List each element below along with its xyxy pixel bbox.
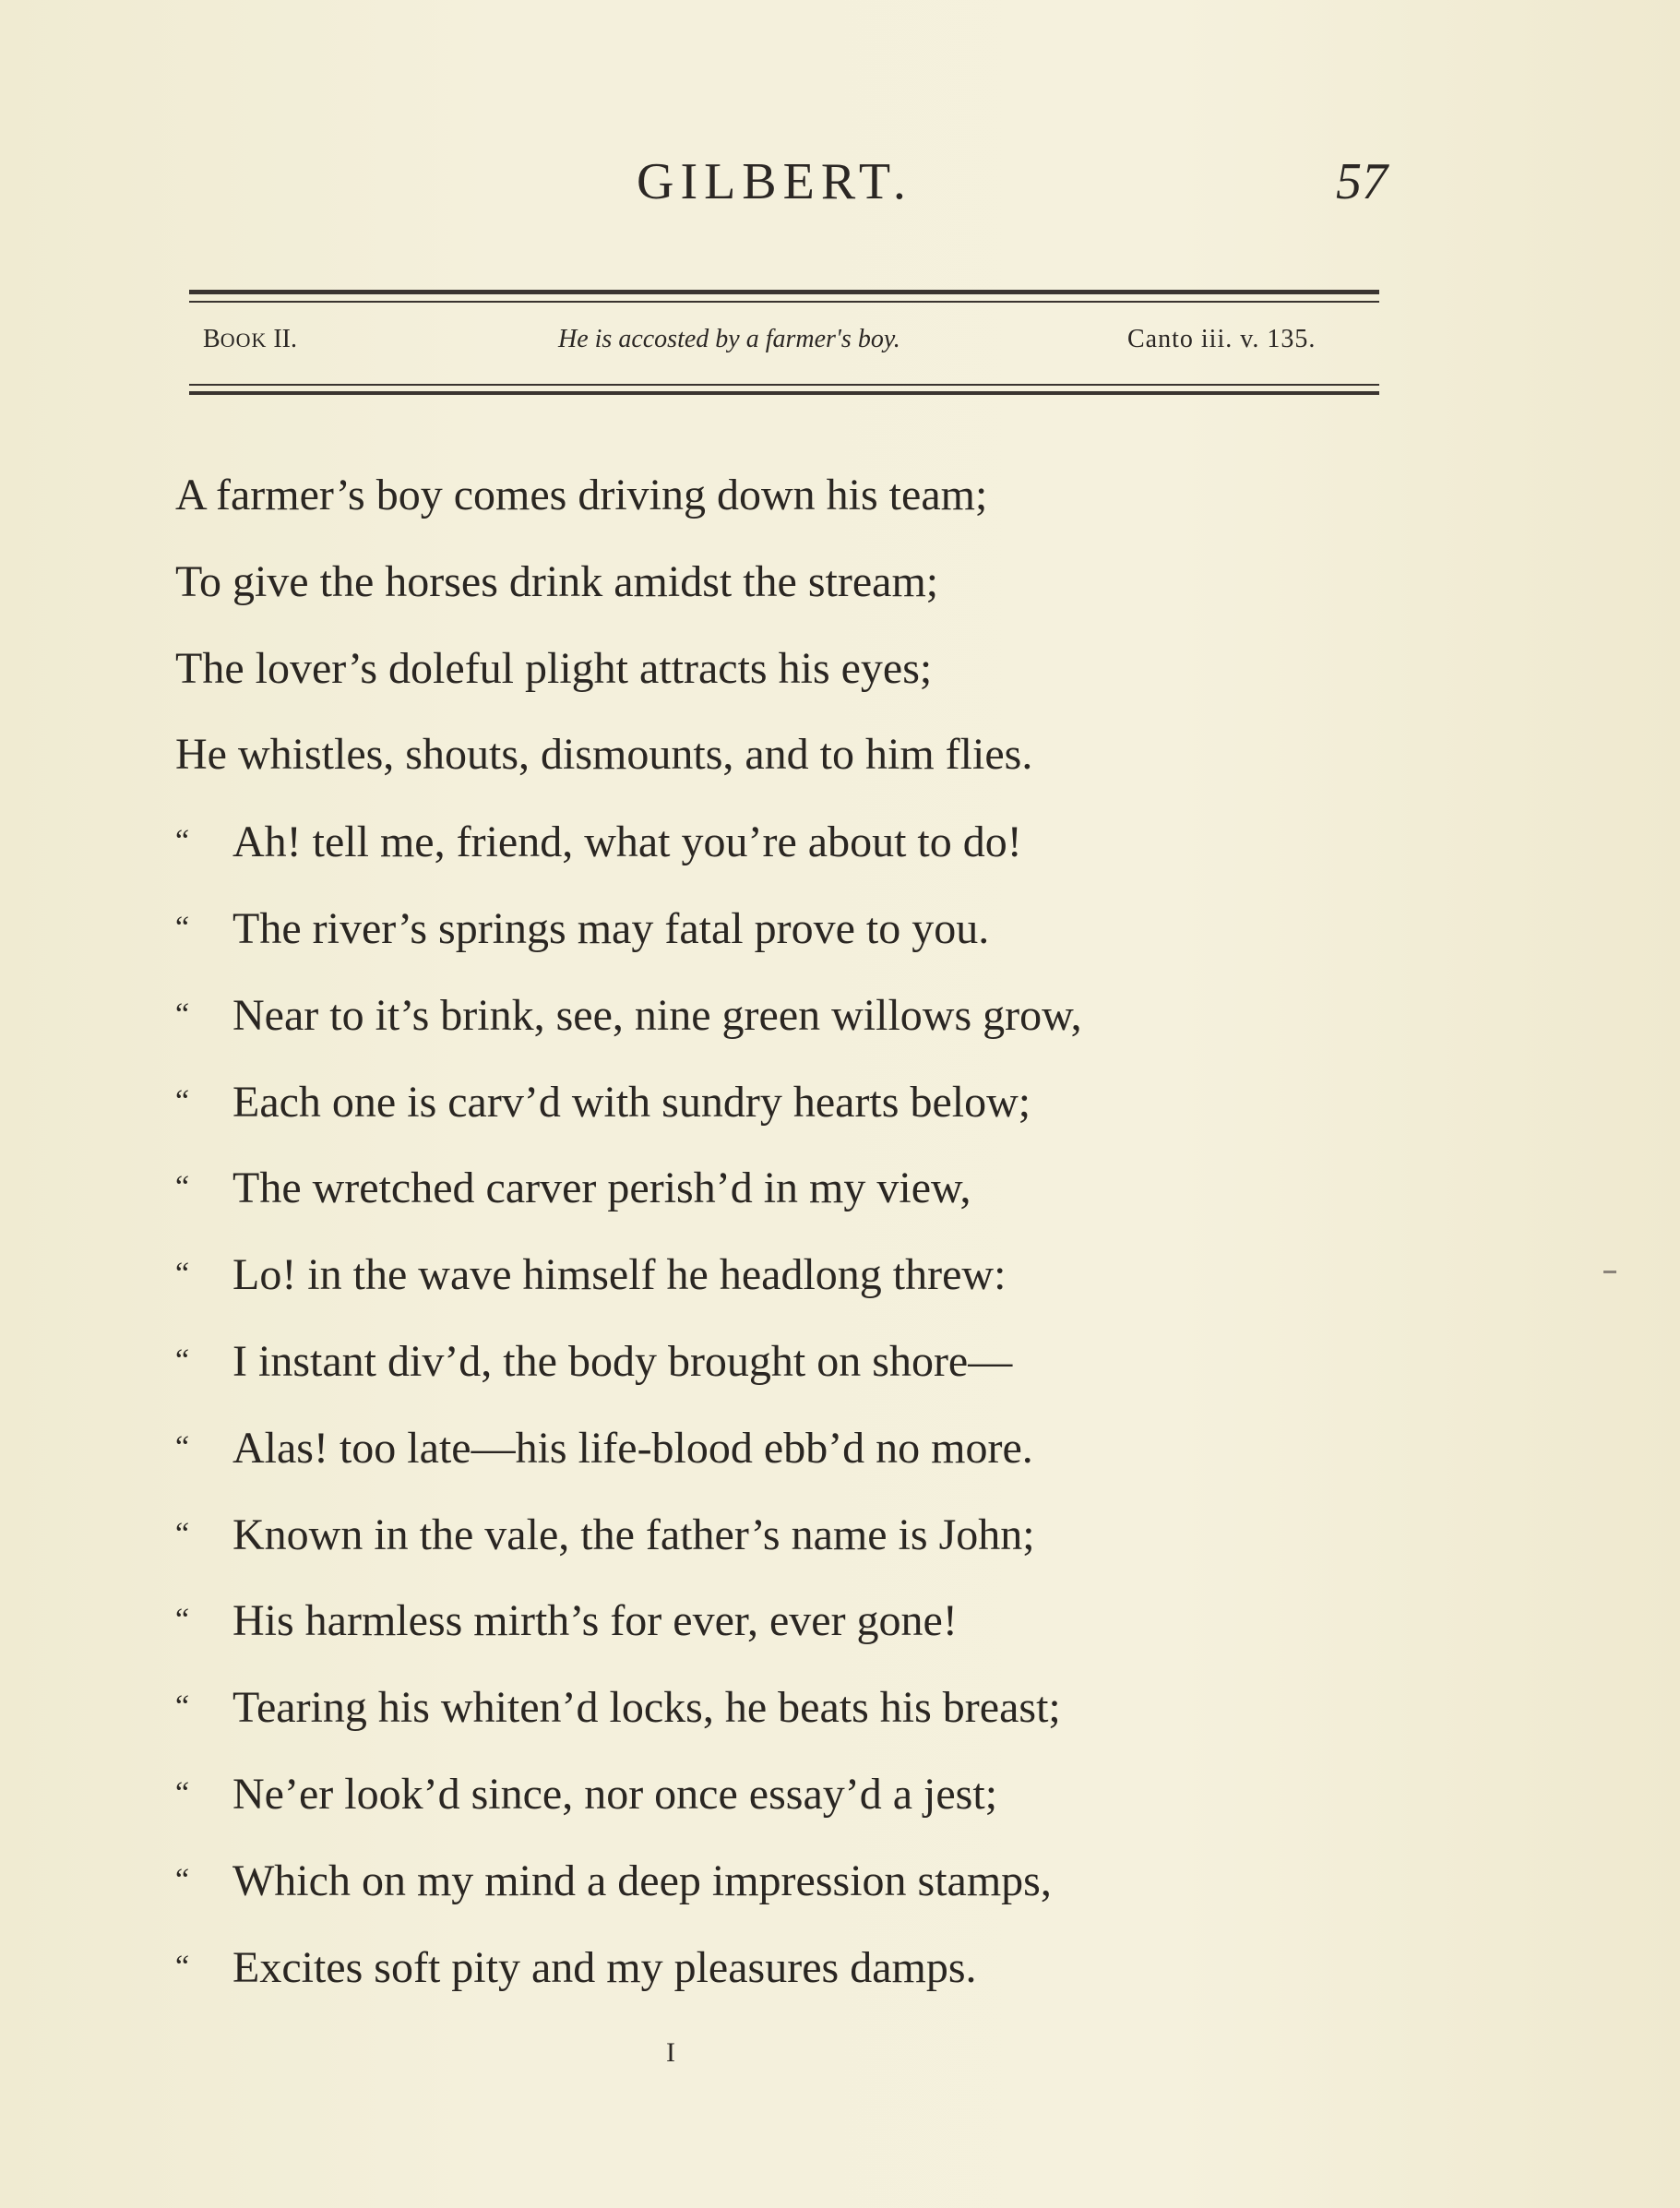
header-rule-top-thick [189, 290, 1379, 294]
verse-line [175, 1491, 1082, 1578]
page-number: 57 [1336, 153, 1388, 210]
verse-line-text: Which on my mind a deep impression stamps, [232, 1856, 1052, 1905]
verse-line [175, 972, 1082, 1058]
opening-quote-mark: “ [175, 1949, 190, 1984]
headline-summary: He is accosted by a farmer's boy. [558, 325, 900, 353]
verse-block [175, 452, 1082, 2010]
verse-line-text: Excites soft pity and my pleasures damps. [232, 1942, 977, 1992]
running-title: GILBERT. [637, 153, 912, 210]
verse-line [175, 1058, 1082, 1145]
verse-line [175, 798, 1082, 885]
verse-line-text: Ne’er look’d since, nor once essay’d a jest; [232, 1769, 998, 1819]
headline-book-initial: B [203, 325, 220, 353]
opening-quote-mark: “ [175, 1603, 190, 1638]
headline-book [203, 325, 297, 354]
verse-line-text: To give the horses drink amidst the stream; [175, 556, 939, 606]
verse-line [175, 885, 1082, 972]
verse-line [175, 1231, 1082, 1318]
opening-quote-mark: “ [175, 1775, 190, 1810]
verse-line-text: Ah! tell me, friend, what you’re about to do! [232, 818, 1022, 867]
verse-line [175, 452, 1082, 539]
verse-line [175, 1664, 1082, 1750]
verse-line-text: His harmless mirth’s for ever, ever gone! [232, 1596, 958, 1646]
margin-mark [1603, 1271, 1616, 1273]
verse-line [175, 1577, 1082, 1664]
opening-quote-mark: “ [175, 1343, 190, 1378]
opening-quote-mark: “ [175, 1257, 190, 1292]
verse-line-text: The wretched carver perish’d in my view, [232, 1164, 971, 1213]
verse-line [175, 1750, 1082, 1837]
header-rule-top-thin [189, 301, 1379, 303]
verse-line [175, 539, 1082, 626]
signature-mark: I [666, 2037, 675, 2068]
verse-line-text: Near to it’s brink, see, nine green willows grow, [232, 990, 1082, 1040]
opening-quote-mark: “ [175, 997, 190, 1032]
verse-line [175, 1404, 1082, 1491]
opening-quote-mark: “ [175, 1429, 190, 1464]
headline-canto: Canto iii. v. 135. [1127, 325, 1317, 353]
verse-line-text: Each one is carv’d with sundry hearts below; [232, 1077, 1031, 1127]
verse-line-text: The river’s springs may fatal prove to you. [232, 903, 990, 953]
verse-line [175, 711, 1082, 798]
verse-line-text: I instant div’d, the body brought on shore— [232, 1336, 1013, 1386]
opening-quote-mark: “ [175, 1170, 190, 1205]
verse-line-text: Known in the vale, the father’s name is John; [232, 1510, 1035, 1559]
opening-quote-mark: “ [175, 1516, 190, 1551]
verse-line [175, 1318, 1082, 1404]
verse-line-text: The lover’s doleful plight attracts his eyes; [175, 643, 933, 693]
header-rule-bottom-thick [189, 391, 1379, 395]
opening-quote-mark: “ [175, 1862, 190, 1897]
opening-quote-mark: “ [175, 1083, 190, 1118]
verse-line-text: Lo! in the wave himself he headlong threw: [232, 1250, 1007, 1300]
verse-line-text: Tearing his whiten’d locks, he beats his breast; [232, 1683, 1061, 1733]
opening-quote-mark: “ [175, 824, 190, 859]
verse-line-text: He whistles, shouts, dismounts, and to him flies. [175, 730, 1033, 780]
headline-book-smallcaps: OOK [220, 328, 268, 352]
verse-line [175, 1837, 1082, 1924]
header-rule-bottom-thin [189, 384, 1379, 386]
opening-quote-mark: “ [175, 910, 190, 945]
verse-line-text: A farmer’s boy comes driving down his team; [175, 471, 988, 519]
verse-line [175, 626, 1082, 712]
headline-book-number: II. [267, 325, 298, 353]
verse-line [175, 1144, 1082, 1231]
verse-line-text: Alas! too late—his life-blood ebb’d no more. [232, 1423, 1033, 1473]
verse-line [175, 1924, 1082, 2011]
opening-quote-mark: “ [175, 1689, 190, 1725]
